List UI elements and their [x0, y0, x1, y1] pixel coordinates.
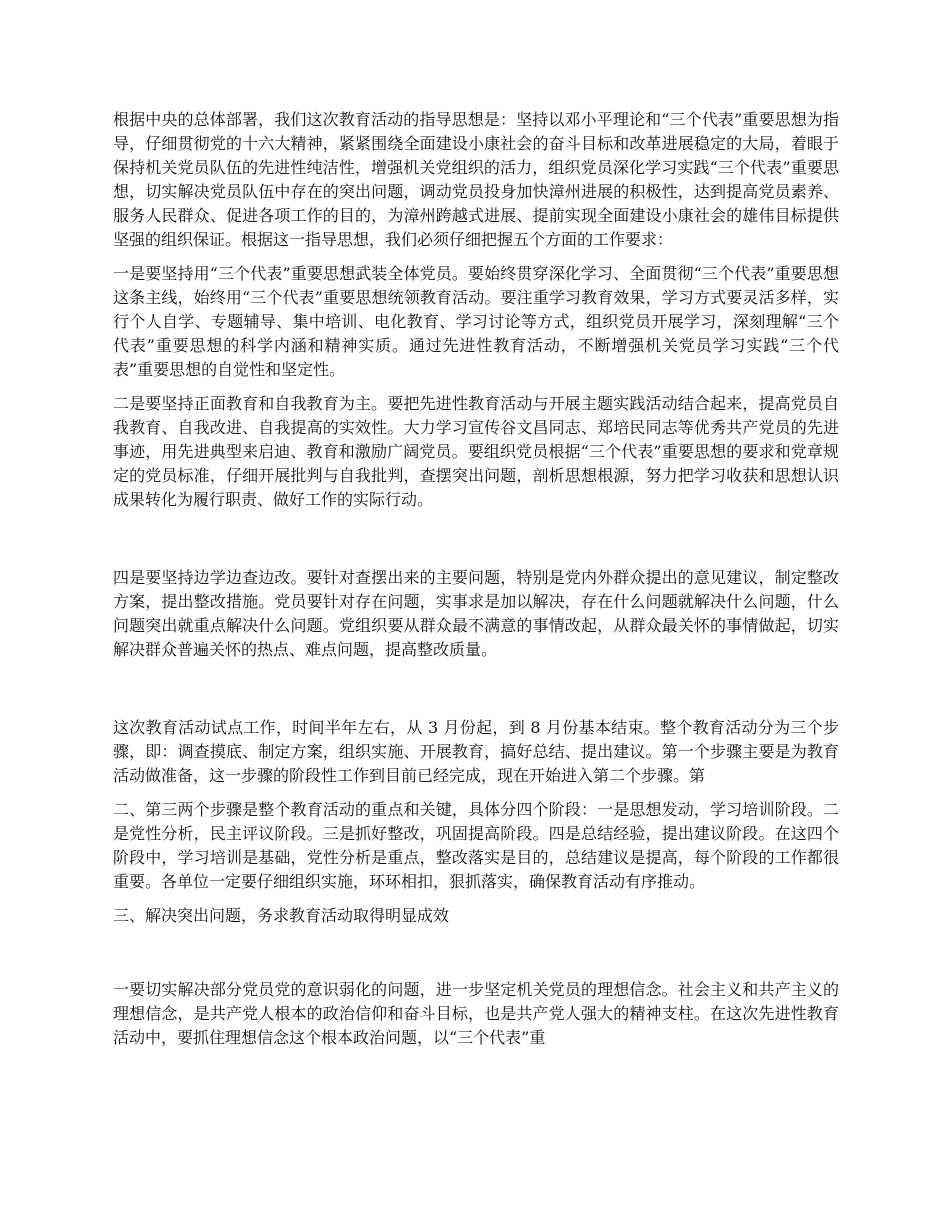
section-heading-three: 三、解决突出问题，务求教育活动取得明显成效	[113, 906, 450, 925]
paragraph-spacer	[113, 938, 839, 978]
paragraph-pilot-schedule: 这次教育活动试点工作，时间半年左右，从 3 月份起，到 8 月份基本结束。整个教育活动分为三个步骤，即：调查摸底、制定方案，组织实施、开展教育，搞好总结、提出建议。第一个步骤主要是为教育活动做准备，这一步骤的阶段性工作到目前已经完成，现在开始进入第二个步骤。第	[113, 718, 839, 785]
paragraph-requirement-one: 一是要坚持用“三个代表”重要思想武装全体党员。要始终贯穿深化学习、全面贯彻“三个代表”重要思想这条主线，始终用“三个代表”重要思想统领教育活动。要注重学习教育效果，学习方式要灵活多样，实行个人自学、专题辅导、集中培训、电化教育、学习讨论等方式，组织党员开展学习，深刻理解“三个代表”重要思想的科学内涵和精神实质。通过先进性教育活动，不断增强机关党员学习实践“三个代表”重要思想的自觉性和坚定性。	[113, 264, 839, 379]
document-body	[113, 108, 839, 1060]
paragraph-requirement-four: 四是要坚持边学边查边改。要针对查摆出来的主要问题，特别是党内外群众提出的意见建议，制定整改方案，提出整改措施。党员要针对存在问题，实事求是加以解决，存在什么问题就解决什么问题，什么问题突出就重点解决什么问题。党组织要从群众最不满意的事情改起，从群众最关怀的事情做起，切实解决群众普遍关怀的热点、难点问题，提高整改质量。	[113, 568, 839, 659]
paragraph-party-awareness: 一要切实解决部分党员党的意识弱化的问题，进一步坚定机关党员的理想信念。社会主义和共产主义的理想信念，是共产党人根本的政治信仰和奋斗目标，也是共产党人强大的精神支柱。在这次先进性教育活动中，要抓住理想信念这个根本政治问题，以“三个代表”重	[113, 980, 839, 1047]
paragraph-stages: 二、第三两个步骤是整个教育活动的重点和关键，具体分四个阶段：一是思想发动，学习培训阶段。二是党性分析，民主评议阶段。三是抓好整改，巩固提高阶段。四是总结经验，提出建议阶段。在这四个阶段中，学习培训是基础，党性分析是重点，整改落实是目的，总结建议是提高，每个阶段的工作都很重要。各单位一定要仔细组织实施，环环相扣，狠抓落实，确保教育活动有序推动。	[113, 800, 839, 891]
paragraph-requirement-two: 二是要坚持正面教育和自我教育为主。要把先进性教育活动与开展主题实践活动结合起来，提高党员自我教育、自我改进、自我提高的实效性。大力学习宣传谷文昌同志、郑培民同志等优秀共产党员的先进事迹，用先进典型来启迪、教育和激励广阔党员。要组织党员根据“三个代表”重要思想的要求和党章规定的党员标准，仔细开展批判与自我批判，查摆突出问题，剖析思想根源，努力把学习收获和思想认识成果转化为履行职责、做好工作的实际行动。	[113, 394, 839, 509]
paragraph-spacer	[113, 522, 839, 566]
paragraph-spacer	[113, 672, 839, 716]
paragraph-guiding-thought: 根据中央的总体部署，我们这次教育活动的指导思想是：坚持以邓小平理论和“三个代表”重要思想为指导，仔细贯彻党的十六大精神，紧紧围绕全面建设小康社会的奋斗目标和改革进展稳定的大局，着眼于保持机关党员队伍的先进性纯洁性，增强机关党组织的活力，组织党员深化学习实践“三个代表”重要思想，切实解决党员队伍中存在的突出问题，调动党员投身加快漳州进展的积极性，达到提高党员素养、服务人民群众、促进各项工作的目的，为漳州跨越式进展、提前实现全面建设小康社会的雄伟目标提供坚强的组织保证。根据这一指导思想，我们必须仔细把握五个方面的工作要求：	[113, 110, 839, 249]
